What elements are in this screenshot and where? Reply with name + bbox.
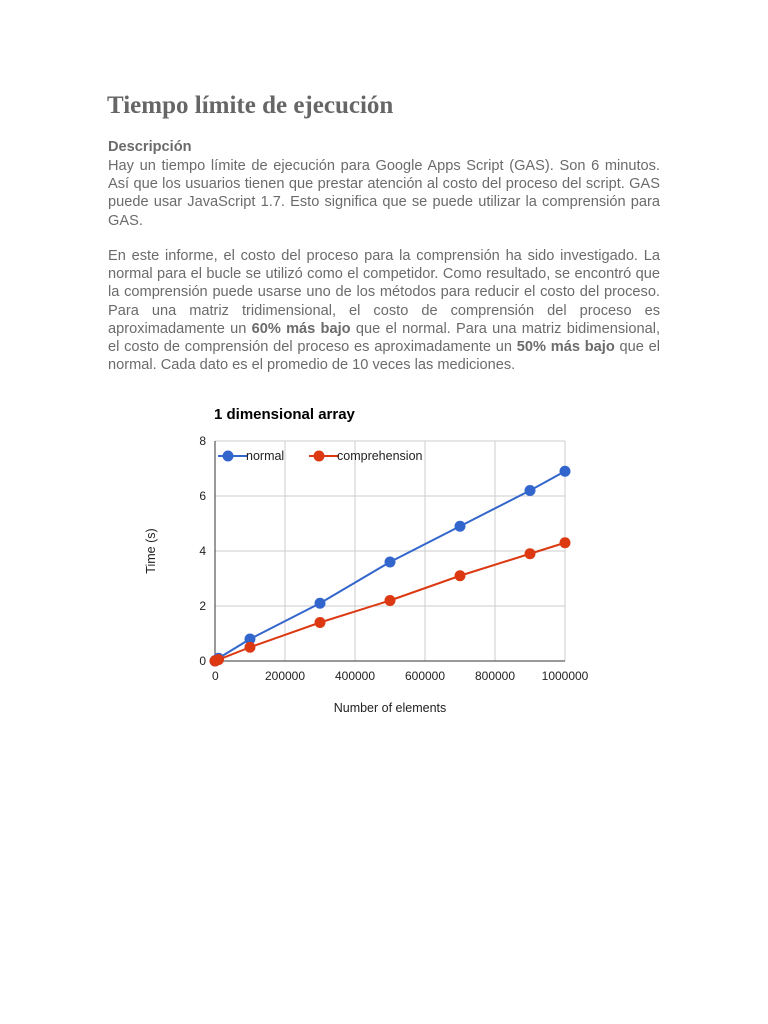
- data-point-comprehension-6: [455, 570, 466, 581]
- y-axis-title: Time (s): [144, 528, 158, 574]
- paragraph-intro: Hay un tiempo límite de ejecución para Google Apps Script (GAS). Son 6 minutos. Así que los usuarios tienen que prestar atención al costo del proceso del script. GAS puede usar JavaScript 1.7. Esto significa que se puede utilizar la comprensión para GAS.: [108, 158, 660, 229]
- x-tick-label-5: 1000000: [541, 669, 589, 683]
- highlight-3d-reduction: 60% más bajo: [251, 320, 351, 337]
- data-point-comprehension-2: [213, 654, 224, 665]
- data-point-comprehension-4: [315, 617, 326, 628]
- chart-title: 1 dimensional array: [214, 406, 355, 423]
- y-tick-label-4: 8: [199, 434, 206, 448]
- y-tick-label-1: 2: [199, 599, 206, 613]
- x-tick-label-2: 400000: [334, 669, 376, 683]
- legend-label-comprehension: comprehension: [337, 449, 423, 463]
- x-tick-label-4: 800000: [474, 669, 516, 683]
- x-tick-label-1: 200000: [264, 669, 306, 683]
- data-point-comprehension-8: [560, 537, 571, 548]
- paragraph-results-text-c: que el normal. Cada dato es el promedio de 10 veces las mediciones.: [108, 339, 660, 374]
- y-tick-label-3: 6: [199, 489, 206, 503]
- x-tick-label-3: 600000: [404, 669, 446, 683]
- legend-swatch-marker-normal: [223, 451, 234, 462]
- data-point-normal-5: [385, 557, 396, 568]
- data-point-normal-7: [525, 485, 536, 496]
- data-point-comprehension-7: [525, 548, 536, 559]
- x-axis-title: Number of elements: [333, 701, 447, 715]
- legend-swatch-marker-comprehension: [314, 451, 325, 462]
- section-heading: Descripción: [108, 139, 192, 155]
- data-point-normal-6: [455, 521, 466, 532]
- legend-label-normal: normal: [246, 449, 285, 463]
- y-tick-label-2: 4: [199, 544, 206, 558]
- paragraph-results-text-a: En este informe, el costo del proceso para la comprensión ha sido investigado. La normal para el bucle se utilizó como el competidor. Como resultado, se encontró que la comprensión puede usarse uno de los métodos para reducir el costo del proceso. Para una matriz tridimensional, el costo de comprensión del proceso es aproximadamente un: [108, 248, 660, 337]
- paragraph-results-text-b: que el normal. Para una matriz bidimensional, el costo de comprensión del proceso es aproximadamente un: [108, 320, 661, 356]
- data-point-comprehension-5: [385, 595, 396, 606]
- y-tick-label-0: 0: [199, 654, 206, 668]
- data-point-normal-8: [560, 466, 571, 477]
- highlight-2d-reduction: 50% más bajo: [516, 339, 615, 356]
- data-point-comprehension-3: [245, 642, 256, 653]
- page-title: Tiempo límite de ejecución: [107, 92, 394, 119]
- x-tick-label-0: 0: [212, 669, 219, 683]
- data-point-normal-4: [315, 598, 326, 609]
